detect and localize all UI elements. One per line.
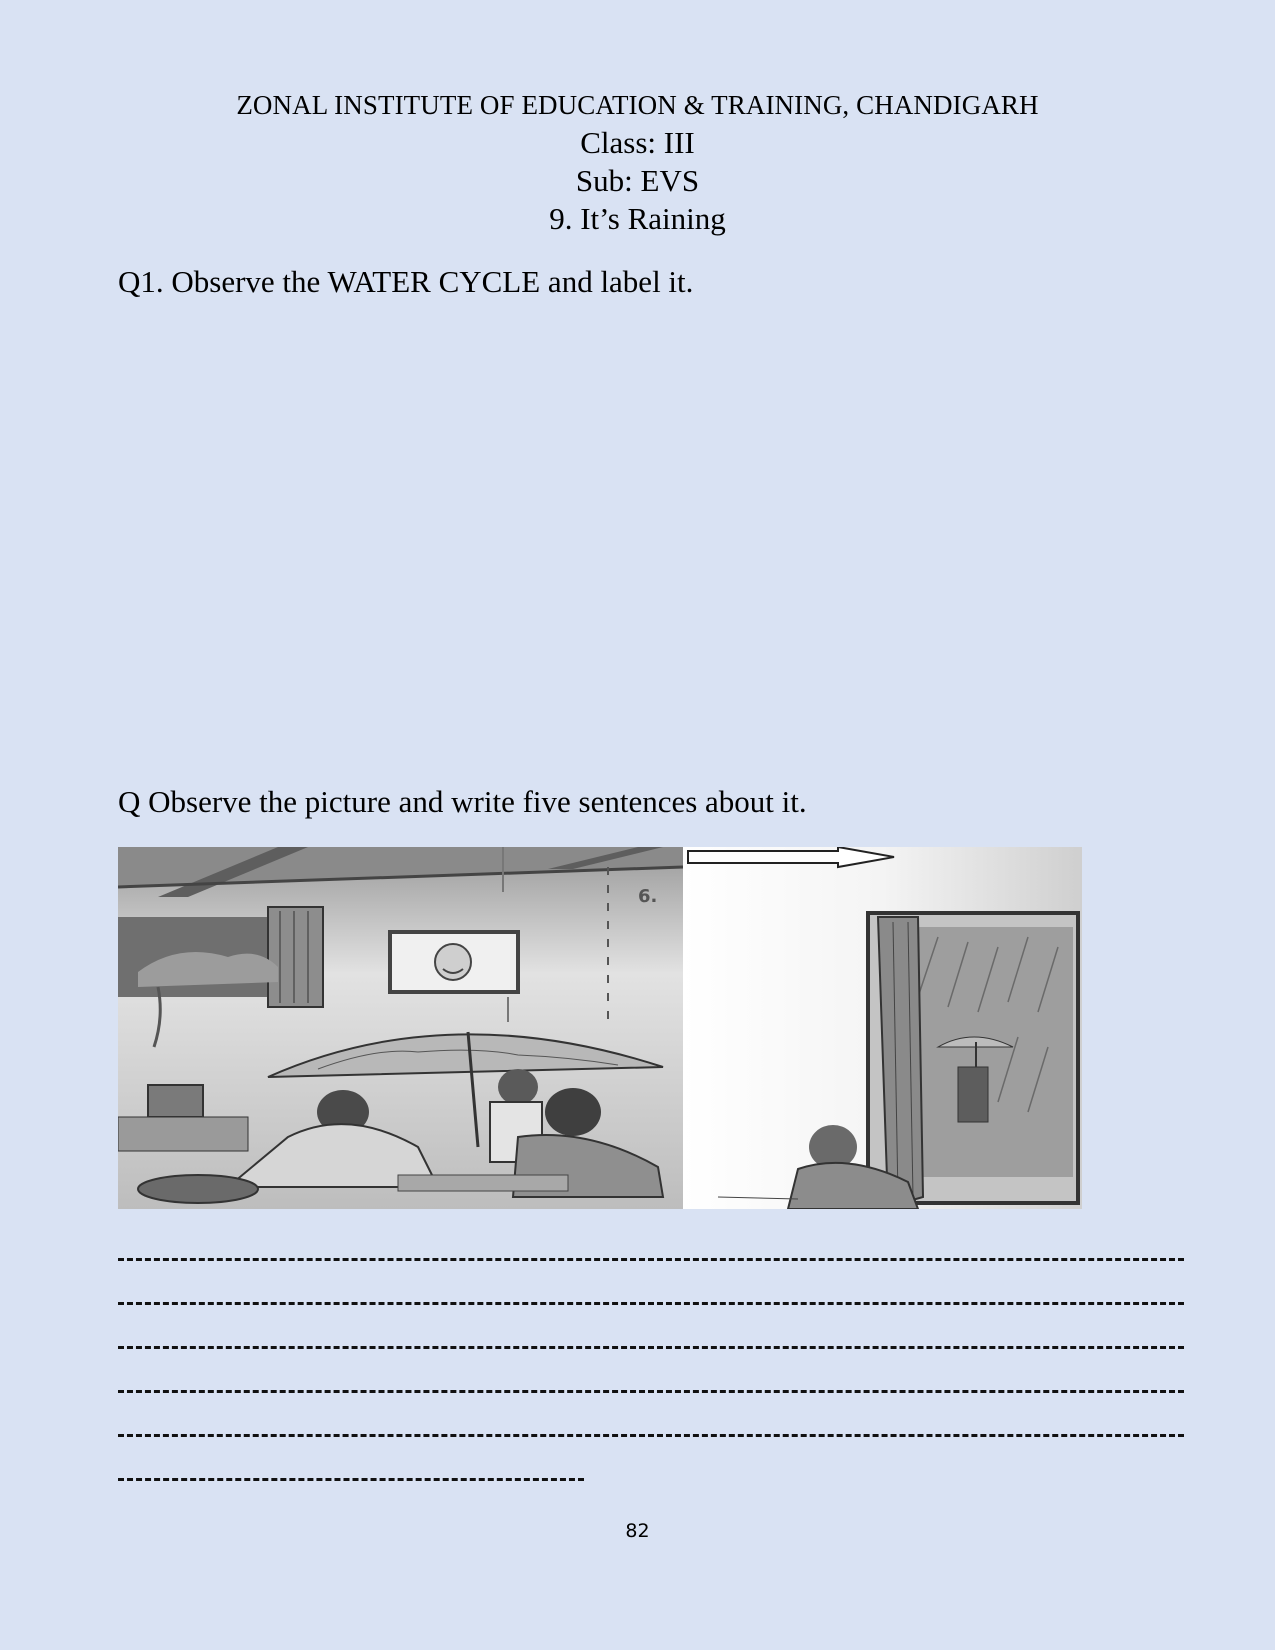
right-panel-doorway-scene: [683, 847, 1082, 1209]
subject-line: Sub: EVS: [575, 163, 700, 198]
answer-line[interactable]: [118, 1416, 1184, 1460]
question-1: Q1. Observe the WATER CYCLE and label it.: [118, 264, 694, 299]
rain-picture: [118, 847, 1082, 1209]
question-2: Q Observe the picture and write five sentences about it.: [118, 784, 807, 819]
answer-line[interactable]: [118, 1372, 1184, 1416]
page-number: 82: [625, 1520, 650, 1542]
institute-name: ZONAL INSTITUTE OF EDUCATION & TRAINING, CHANDIGARH: [236, 90, 1039, 120]
answer-line[interactable]: [118, 1284, 1184, 1328]
left-panel-family-scene: [118, 847, 683, 1209]
answer-lines: [118, 1240, 1184, 1504]
class-line: Class: III: [580, 125, 695, 160]
worksheet-header: [0, 86, 1275, 238]
answer-line[interactable]: [118, 1328, 1184, 1372]
answer-line[interactable]: [118, 1240, 1184, 1284]
answer-line-partial[interactable]: [118, 1460, 1184, 1504]
svg-text:6.: 6.: [638, 886, 658, 907]
chapter-title: 9. It’s Raining: [549, 201, 726, 236]
